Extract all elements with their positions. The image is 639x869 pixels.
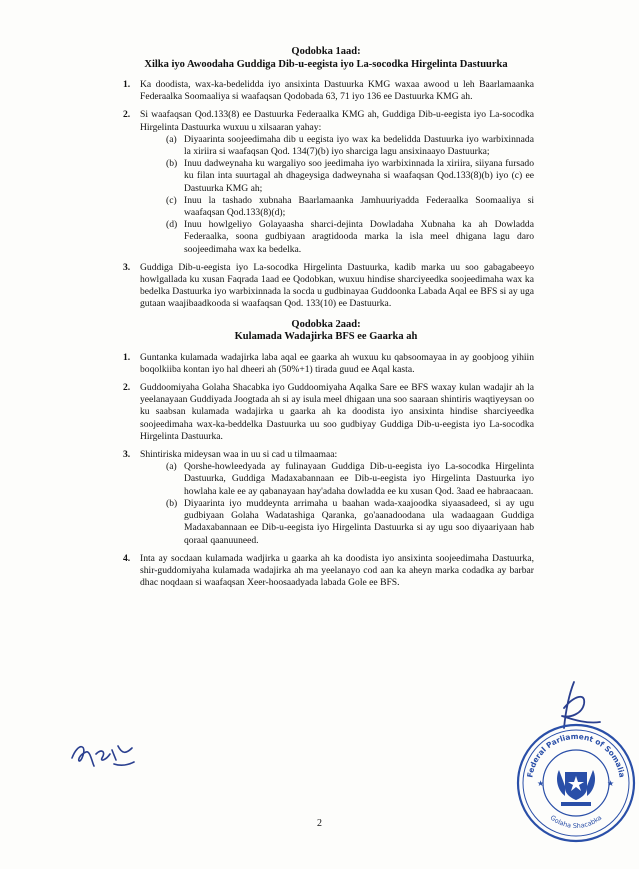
sub-item-b: [140, 498, 534, 547]
sub-list: [140, 134, 534, 256]
section1-item-3: [118, 262, 534, 311]
section1-item-2: [118, 109, 534, 255]
section1-subtitle: Xilka iyo Awoodaha Guddiga Dib-u-eegista iyo La-socodka Hirgelinta Dastuurka: [144, 58, 508, 70]
sub-text: Inuu howlgeliyo Golayaasha sharci-dejinta Dowladaha Xubnaha ka ah Dowladda Federaalka, soona gudbiyaan aragtidooda marka la isla meel dhigana lagu daro soojeedimaha wax ka bedelka.: [184, 219, 534, 255]
item-text: Guntanka kulamada wadajirka laba aqal ee gaarka ah wuxuu ku qabsoomayaa in ay goobjoog yihiin boqolkiiba kontan iyo hal dheeri ah (50%+1) tirada guud ee Aqal kasta.: [140, 351, 534, 375]
item-number: 1.: [123, 79, 131, 90]
seal-outer-text: Federal Parliament of Somalia: [525, 731, 627, 779]
sub-letter: (b): [166, 497, 178, 509]
item-number: 2.: [123, 109, 131, 121]
sub-letter: (b): [166, 158, 178, 170]
sub-list: [140, 461, 534, 546]
item-number: 2.: [123, 382, 131, 394]
sub-text: Inuu dadweynaha ku wargaliyo soo jeedimaha iyo warbixinnada la xiriira, siiyana fursado ku filan inta suurtagal ah dhageysiga dadweynaha si waafaqsan Qod.133(8)(b) iyo (c) ee Dastuurka KMG ah;: [184, 158, 534, 194]
item-number: 1.: [123, 351, 131, 363]
section1-item-1: [118, 79, 534, 103]
page-number: 2: [317, 818, 322, 829]
item-text: Si waafaqsan Qod.133(8) ee Dastuurka Federaalka KMG ah, Guddiga Dib-u-eegista iyo La-socodka Hirgelinta Dastuurka wuxuu u xilsaaran yahay:: [140, 109, 534, 133]
section2-list: [118, 352, 534, 590]
sub-letter: (d): [166, 219, 178, 231]
sub-text: Inuu la tashado xubnaha Baarlamaanka Jamhuuriyadda Federaalka Soomaaliya si waafaqsan Qod.133(8)(d);: [184, 194, 534, 219]
item-text: Ka doodista, wax-ka-bedelidda iyo ansixinta Dastuurka KMG waxaa awood u leh Baarlamaanka Federaalka Soomaaliya si waafaqsan Qodobada 63, 71 iyo 136 ee Dastuurka KMG ah.: [140, 79, 534, 103]
item-number: 4.: [123, 552, 131, 564]
seal-star-icon: ★: [607, 779, 615, 788]
section2-title: Qodobka 2aad:: [291, 318, 361, 330]
item-text: Guddoomiyaha Golaha Shacabka iyo Guddoomiyaha Aqalka Sare ee BFS waxay kulan wadajir ah la yeelanayaan Guddiyada Joogtada ah si ay isula meel dhigaan una soo saaraan shintiris waqtiyeysan oo ku saabsan kulamada wadajirka u gaarka ah ka doodista iyo ansixinta hindise sharciyeedka soojeedimaha wax-ka-beddelka Dastuurka uu soo gudbiyay Guddiga Dib-u-eegista iyo La-socodka Hirgelinta Dastuurka.: [140, 382, 534, 442]
section1-heading: [118, 46, 534, 71]
svg-text:Federal Parliament of Somalia: [525, 732, 626, 778]
sub-letter: (c): [166, 194, 177, 206]
item-number: 3.: [123, 261, 131, 273]
sub-text: Diyaarinta iyo muddeynta arrimaha u baahan wada-xaajoodka siyaasadeed, si ay ugu gudbiyaan Golaha Wadatashiga Qaranka, go'aanadoodana ula wadaagaan Guddiga Madaxabannaan ee Dib-u-eegista iyo Hirgelinta Dastuurka si ay ugu soo diyaariyaan hab qoraal qaanuuneed.: [184, 497, 534, 546]
sub-letter: (a): [166, 461, 177, 473]
item-text: Guddiga Dib-u-eegista iyo La-socodka Hirgelinta Dastuurka, kadib marka uu soo gabagabeeyo howlgallada ku xusan Faqrada 1aad ee Qodobkan, wuxuu hindise sharciyeedka soojeedimaha wax ka bedelka Dastuurka iyo warbixinnada la socda u gudbinayaa Guddoonka Labada Aqal ee BFS si ay uga gutaan waajibaadkooda si waafaqsan Qod. 133(10) ee Dastuurka.: [140, 261, 534, 310]
sub-item-c: [140, 195, 534, 219]
section2-item-3: [118, 449, 534, 547]
seal-inner-text: Golaha Shacabka: [548, 813, 604, 831]
section2-heading: [118, 319, 534, 344]
item-text: Inta ay socdaan kulamada wadjirka u gaarka ah ka doodista iyo ansixinta soojeedimaha Dastuurka, shir-guddomiyaha kulamada wadajirka ah ma yeelanayo cod aan ka aheyn marka codadka ay barbar dhac noqdaan si waafaqsan Xeer-hoosaadyada labada Gole ee BFS.: [140, 552, 534, 589]
section1-list: [118, 79, 534, 311]
handwritten-initials: [68, 736, 138, 779]
item-number: 3.: [123, 449, 131, 461]
section2-item-4: [118, 553, 534, 590]
item-text: Shintiriska mideysan waa in uu si cad u tilmaamaa:: [140, 449, 338, 461]
sub-text: Diyaarinta soojeedimaha dib u eegista iyo wax ka bedelidda Dastuurka iyo warbixinnada la xiriira si waafaqsan Qod. 134(7)(b) iyo sharciga lagu ansixinaayo Dastuurka;: [184, 133, 534, 158]
section1-title: Qodobka 1aad:: [291, 46, 361, 57]
document-body: [118, 46, 534, 595]
sub-item-d: [140, 219, 534, 256]
section2-subtitle: Kulamada Wadajirka BFS ee Gaarka ah: [234, 331, 418, 343]
official-seal: [515, 722, 637, 849]
sub-text: Qorshe-howleedyada ay fulinayaan Guddiga Dib-u-eegista iyo La-socodka Hirgelinta Dastuurka, Guddiga Madaxabannaan ee Dib-u-eegista iyo Hirgelinta Dastuurka iyo howlaha kale ee ay qabanayaan hay'adaha dowladda ee ku xusan Qod. 3aad ee habraacaan.: [184, 461, 534, 497]
sub-item-a: [140, 134, 534, 158]
seal-emblem: [557, 770, 595, 806]
seal-star-icon: ★: [537, 779, 545, 788]
sub-item-a: [140, 461, 534, 498]
sub-letter: (a): [166, 133, 177, 145]
section2-item-2: [118, 382, 534, 443]
sub-item-b: [140, 158, 534, 195]
section2-item-1: [118, 352, 534, 376]
